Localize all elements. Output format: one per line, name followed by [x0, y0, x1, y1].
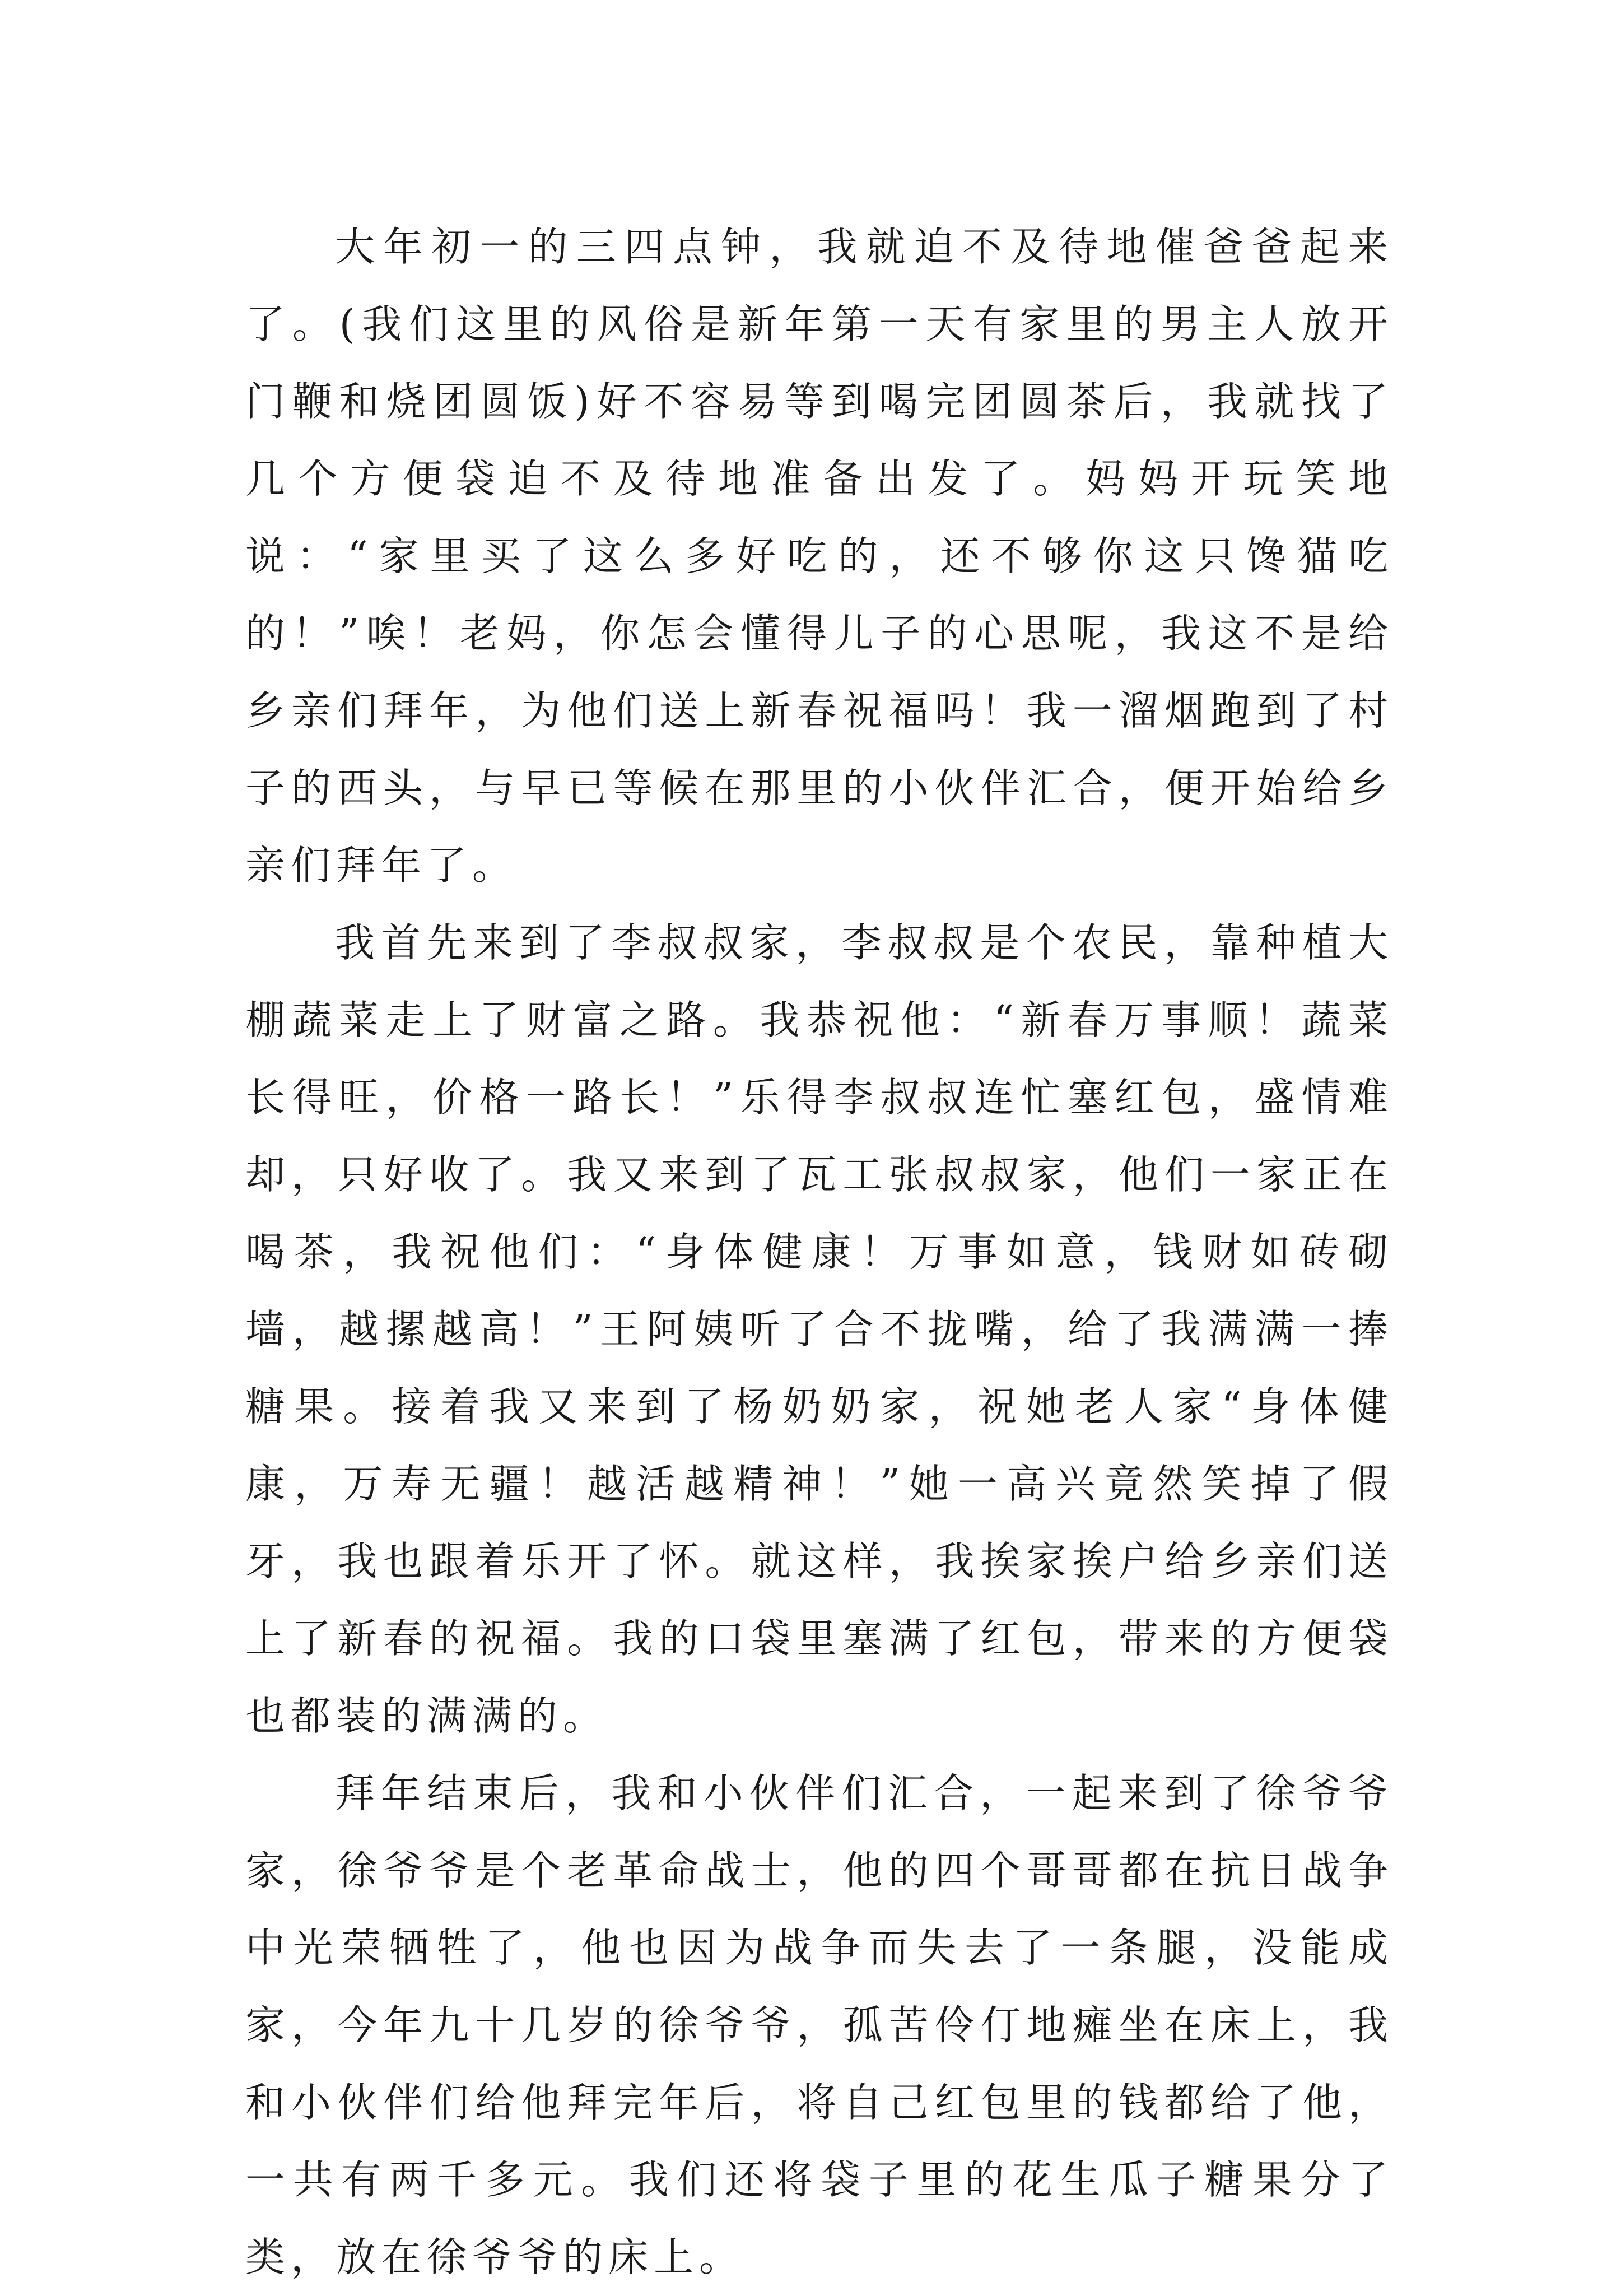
- paragraph-2: 我首先来到了李叔叔家，李叔叔是个农民，靠种植大棚蔬菜走上了财富之路。我恭祝他：“新春万事顺！蔬菜长得旺，价格一路长！”乐得李叔叔连忙塞红包，盛情难却，只好收了。我又来到了瓦工张叔叔家，他们一家正在喝茶，我祝他们：“身体健康！万事如意，钱财如砖砌墙，越摞越高！”王阿姨听了合不拢嘴，给了我满满一捧糖果。接着我又来到了杨奶奶家，祝她老人家“身体健康，万寿无疆！越活越精神！”她一高兴竟然笑掉了假牙，我也跟着乐开了怀。就这样，我挨家挨户给乡亲们送上了新春的祝福。我的口袋里塞满了红包，带来的方便袋也都装的满满的。: [245, 919, 1394, 1739]
- paragraph-1: 大年初一的三四点钟，我就迫不及待地催爸爸起来了。(我们这里的风俗是新年第一天有家里的男主人放开门鞭和烧团圆饭)好不容易等到喝完团圆茶后，我就找了几个方便袋迫不及待地准备出发了。妈妈开玩笑地说：“家里买了这么多好吃的，还不够你这只馋猫吃的！”唉！老妈，你怎会懂得儿子的心思呢，我这不是给乡亲们拜年，为他们送上新春祝福吗！我一溜烟跑到了村子的西头，与早已等候在那里的小伙伴汇合，便开始给乡亲们拜年了。: [245, 224, 1394, 889]
- paragraph-3: 拜年结束后，我和小伙伴们汇合，一起来到了徐爷爷家，徐爷爷是个老革命战士，他的四个哥哥都在抗日战争中光荣牺牲了，他也因为战争而失去了一条腿，没能成家，今年九十几岁的徐爷爷，孤苦伶仃地瘫坐在床上，我和小伙伴们给他拜完年后，将自己红包里的钱都给了他，一共有两千多元。我们还将袋子里的花生瓜子糖果分了类，放在徐爷爷的床上。: [245, 1770, 1394, 2280]
- essay-body: [245, 208, 1394, 2296]
